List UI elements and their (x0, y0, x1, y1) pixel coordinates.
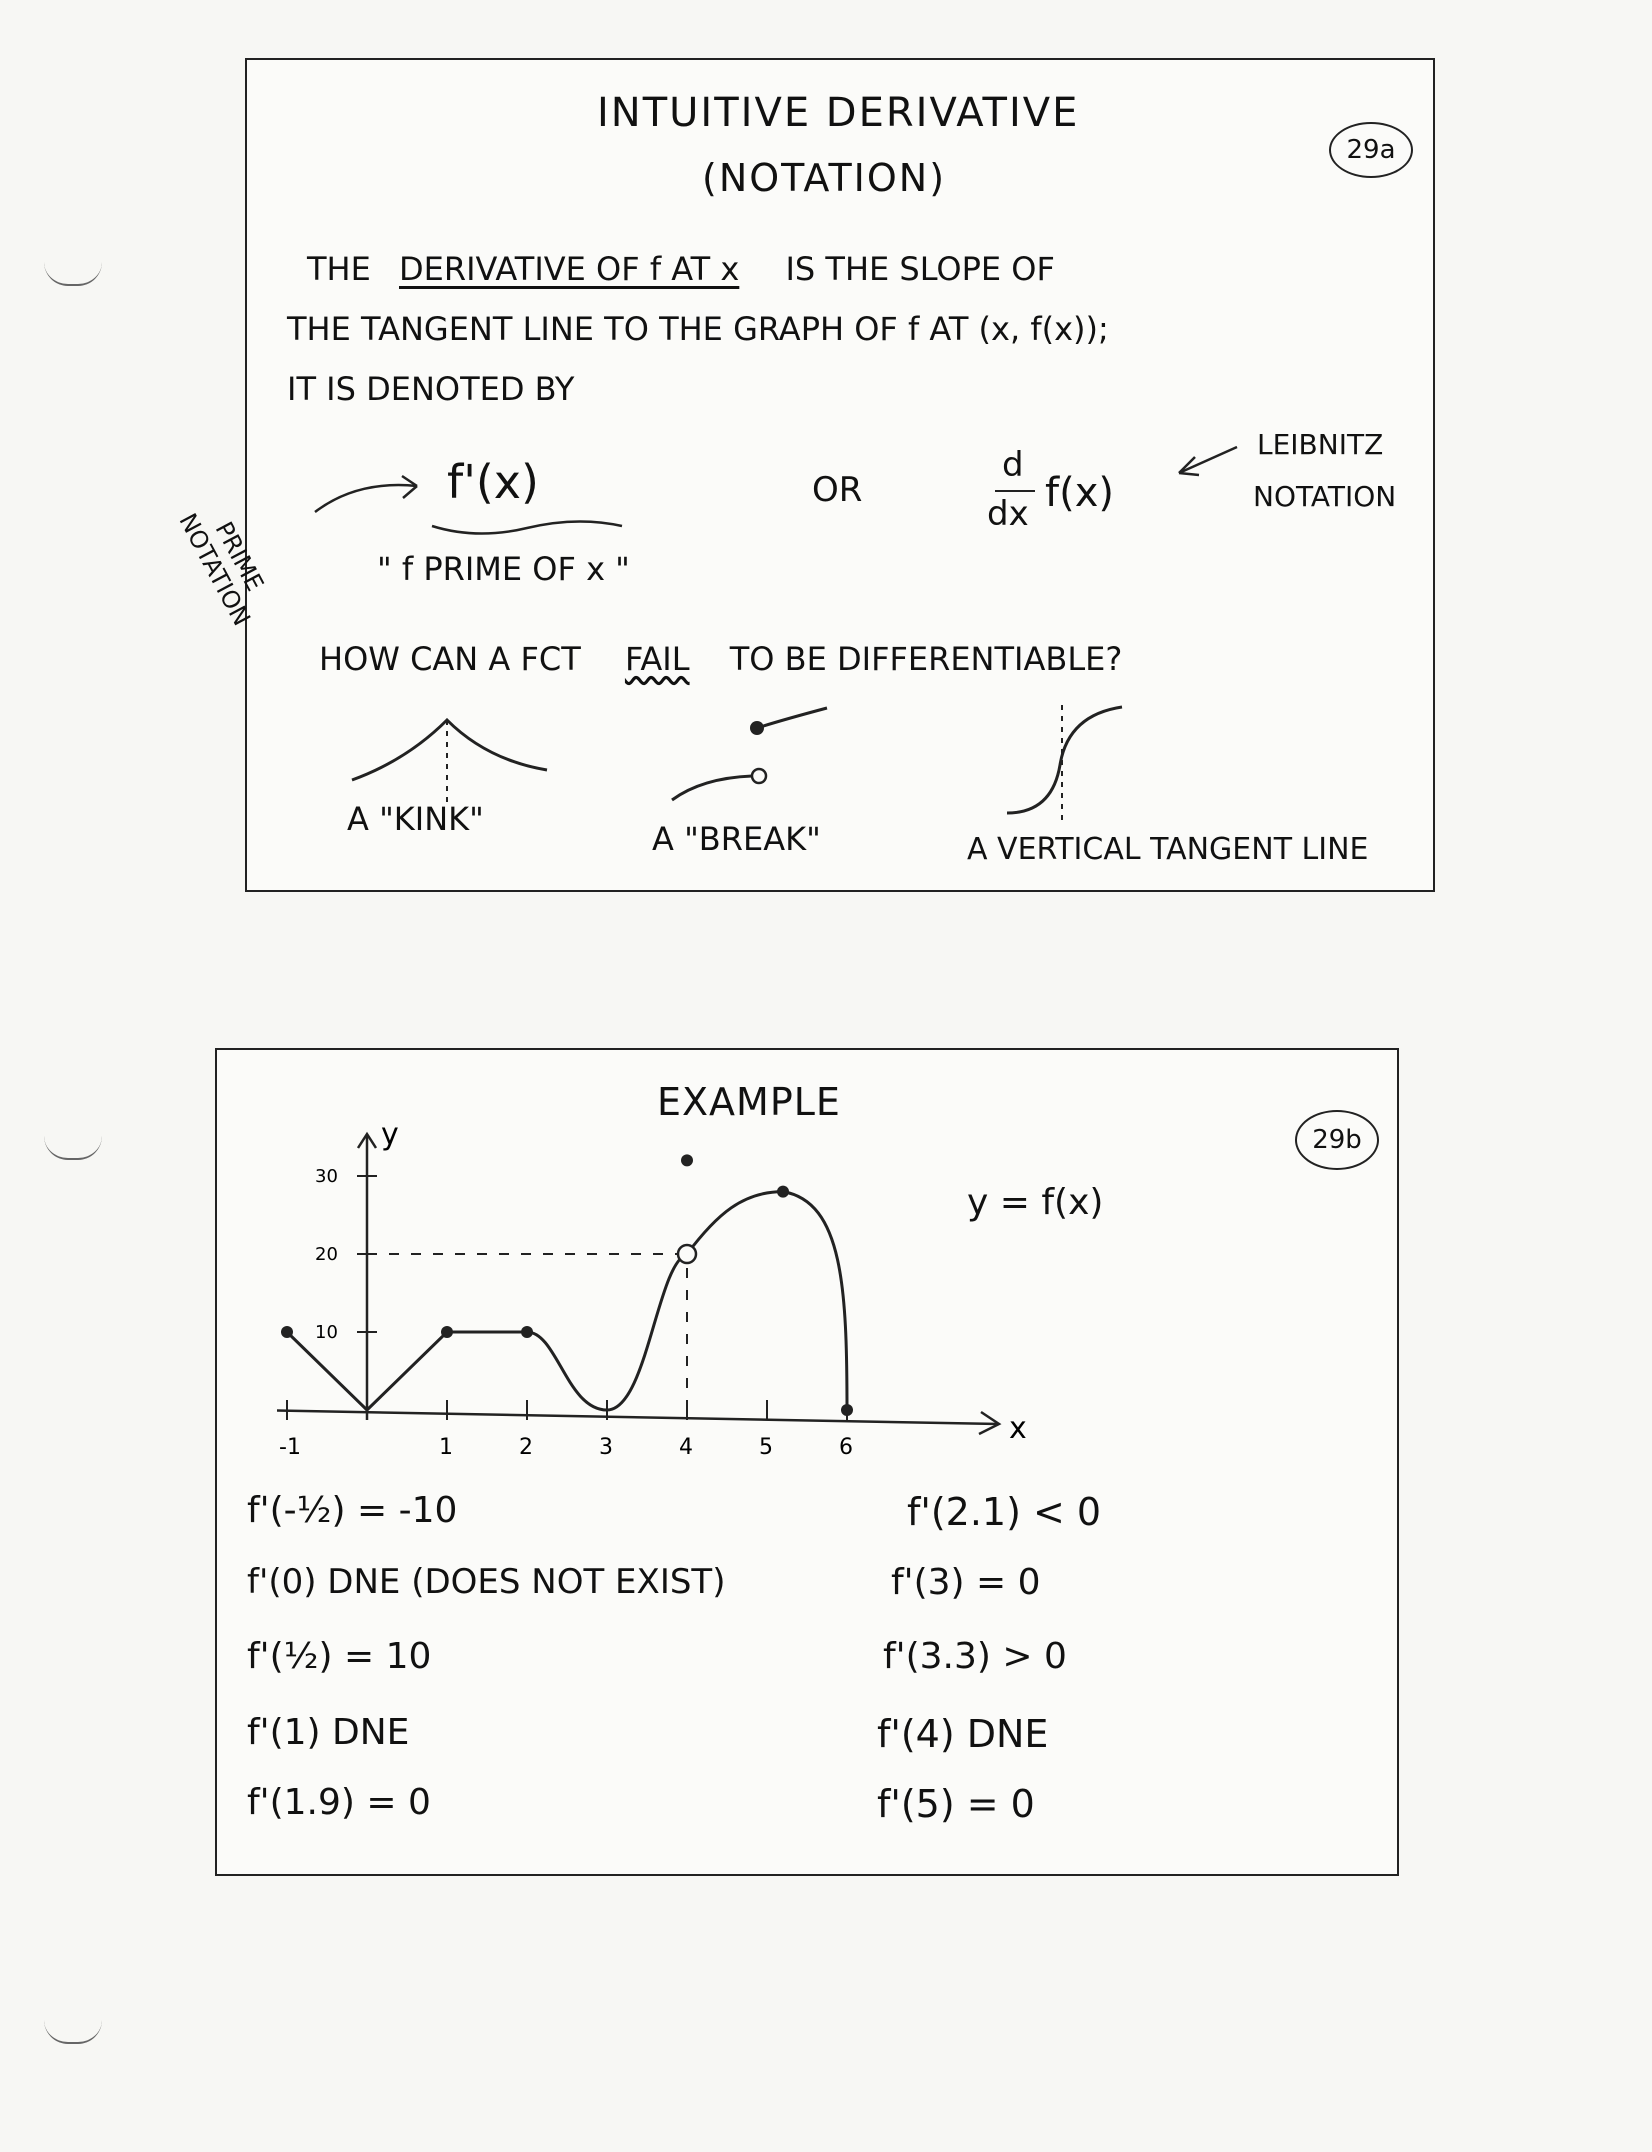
right-result-2: f'(3) = 0 (891, 1562, 1041, 1603)
prime-notation-side-label: PRIME NOTATION (173, 508, 270, 631)
leibniz-dx: dx (987, 494, 1029, 534)
x-axis-label: x (1009, 1411, 1027, 1446)
break-sketch (662, 700, 842, 820)
y-tick-label: 10 (315, 1322, 338, 1343)
prime-arrow (307, 470, 427, 520)
y-tick-label: 30 (315, 1166, 338, 1187)
prime-notation-expression: f'(x) (447, 455, 539, 509)
x-tick-label: 6 (839, 1435, 853, 1460)
differentiability-question (319, 640, 1122, 678)
question-end: TO BE DIFFERENTIABLE? (729, 640, 1123, 678)
vertical-tangent-sketch (1002, 695, 1132, 835)
left-result-2: f'(0) DNE (DOES NOT EXIST) (247, 1562, 726, 1602)
slide-a-title: INTUITIVE DERIVATIVE (597, 90, 1080, 136)
definition-line-2: THE TANGENT LINE TO THE GRAPH OF f AT (x, f(x)); (287, 310, 1109, 348)
slide-29b (215, 1048, 1399, 1876)
x-tick-label: -1 (279, 1435, 301, 1460)
closed-point (681, 1154, 693, 1166)
x-tick-label: 3 (599, 1435, 613, 1460)
kink-sketch (347, 700, 557, 810)
y-tick-label: 20 (315, 1244, 338, 1265)
slide-b-page-badge: 29b (1295, 1110, 1379, 1170)
function-curve (287, 1192, 847, 1410)
vertical-tangent-label: A VERTICAL TANGENT LINE (967, 832, 1369, 867)
closed-point (841, 1404, 853, 1416)
def-line1-end: IS THE SLOPE OF (785, 250, 1055, 288)
prime-underline-squiggle (427, 518, 627, 538)
right-result-1: f'(2.1) < 0 (907, 1490, 1102, 1534)
leibniz-label-1: LEIBNITZ (1257, 428, 1384, 461)
leibniz-fraction-bar (995, 490, 1035, 492)
binder-hole-2 (44, 1136, 102, 1160)
definition-line-3: IT IS DENOTED BY (287, 370, 575, 408)
right-result-3: f'(3.3) > 0 (883, 1636, 1067, 1677)
example-graph (277, 1110, 1377, 1490)
y-axis-label: y (381, 1117, 399, 1152)
open-point (678, 1245, 696, 1263)
leibniz-d: d (1002, 445, 1024, 485)
right-result-5: f'(5) = 0 (877, 1782, 1035, 1826)
leibniz-fx: f(x) (1045, 470, 1114, 516)
x-tick-label: 1 (439, 1435, 453, 1460)
function-label: y = f(x) (967, 1182, 1104, 1223)
leibniz-arrow (1167, 435, 1247, 485)
leibniz-label-2: NOTATION (1253, 480, 1397, 513)
left-result-1: f'(-½) = -10 (247, 1490, 458, 1531)
closed-point (441, 1326, 453, 1338)
x-tick-label: 5 (759, 1435, 773, 1460)
def-line1-start: THE (307, 250, 371, 288)
closed-point (281, 1326, 293, 1338)
x-axis (277, 1410, 999, 1424)
slide-29a (173, 58, 1435, 892)
x-tick-label: 4 (679, 1435, 693, 1460)
prime-reading: " f PRIME OF x " (377, 550, 630, 588)
binder-hole-1 (44, 262, 102, 286)
kink-label: A "KINK" (347, 800, 484, 838)
closed-point (777, 1186, 789, 1198)
break-label: A "BREAK" (652, 820, 821, 858)
def-line1-underlined: DERIVATIVE OF f AT x (399, 250, 740, 288)
left-result-3: f'(½) = 10 (247, 1636, 432, 1677)
left-result-5: f'(1.9) = 0 (247, 1782, 431, 1823)
or-label: OR (812, 470, 863, 510)
slide-a-page-badge: 29a (1329, 122, 1413, 178)
question-start: HOW CAN A FCT (319, 640, 581, 678)
slide-a-subtitle: (NOTATION) (702, 156, 947, 200)
x-tick-label: 2 (519, 1435, 533, 1460)
left-result-4: f'(1) DNE (247, 1712, 410, 1753)
binder-hole-3 (44, 2020, 102, 2044)
closed-point (521, 1326, 533, 1338)
right-result-4: f'(4) DNE (877, 1712, 1049, 1756)
definition-line-1 (307, 250, 1055, 288)
slide-b-title: EXAMPLE (657, 1080, 841, 1124)
question-fail: FAIL (624, 640, 690, 678)
